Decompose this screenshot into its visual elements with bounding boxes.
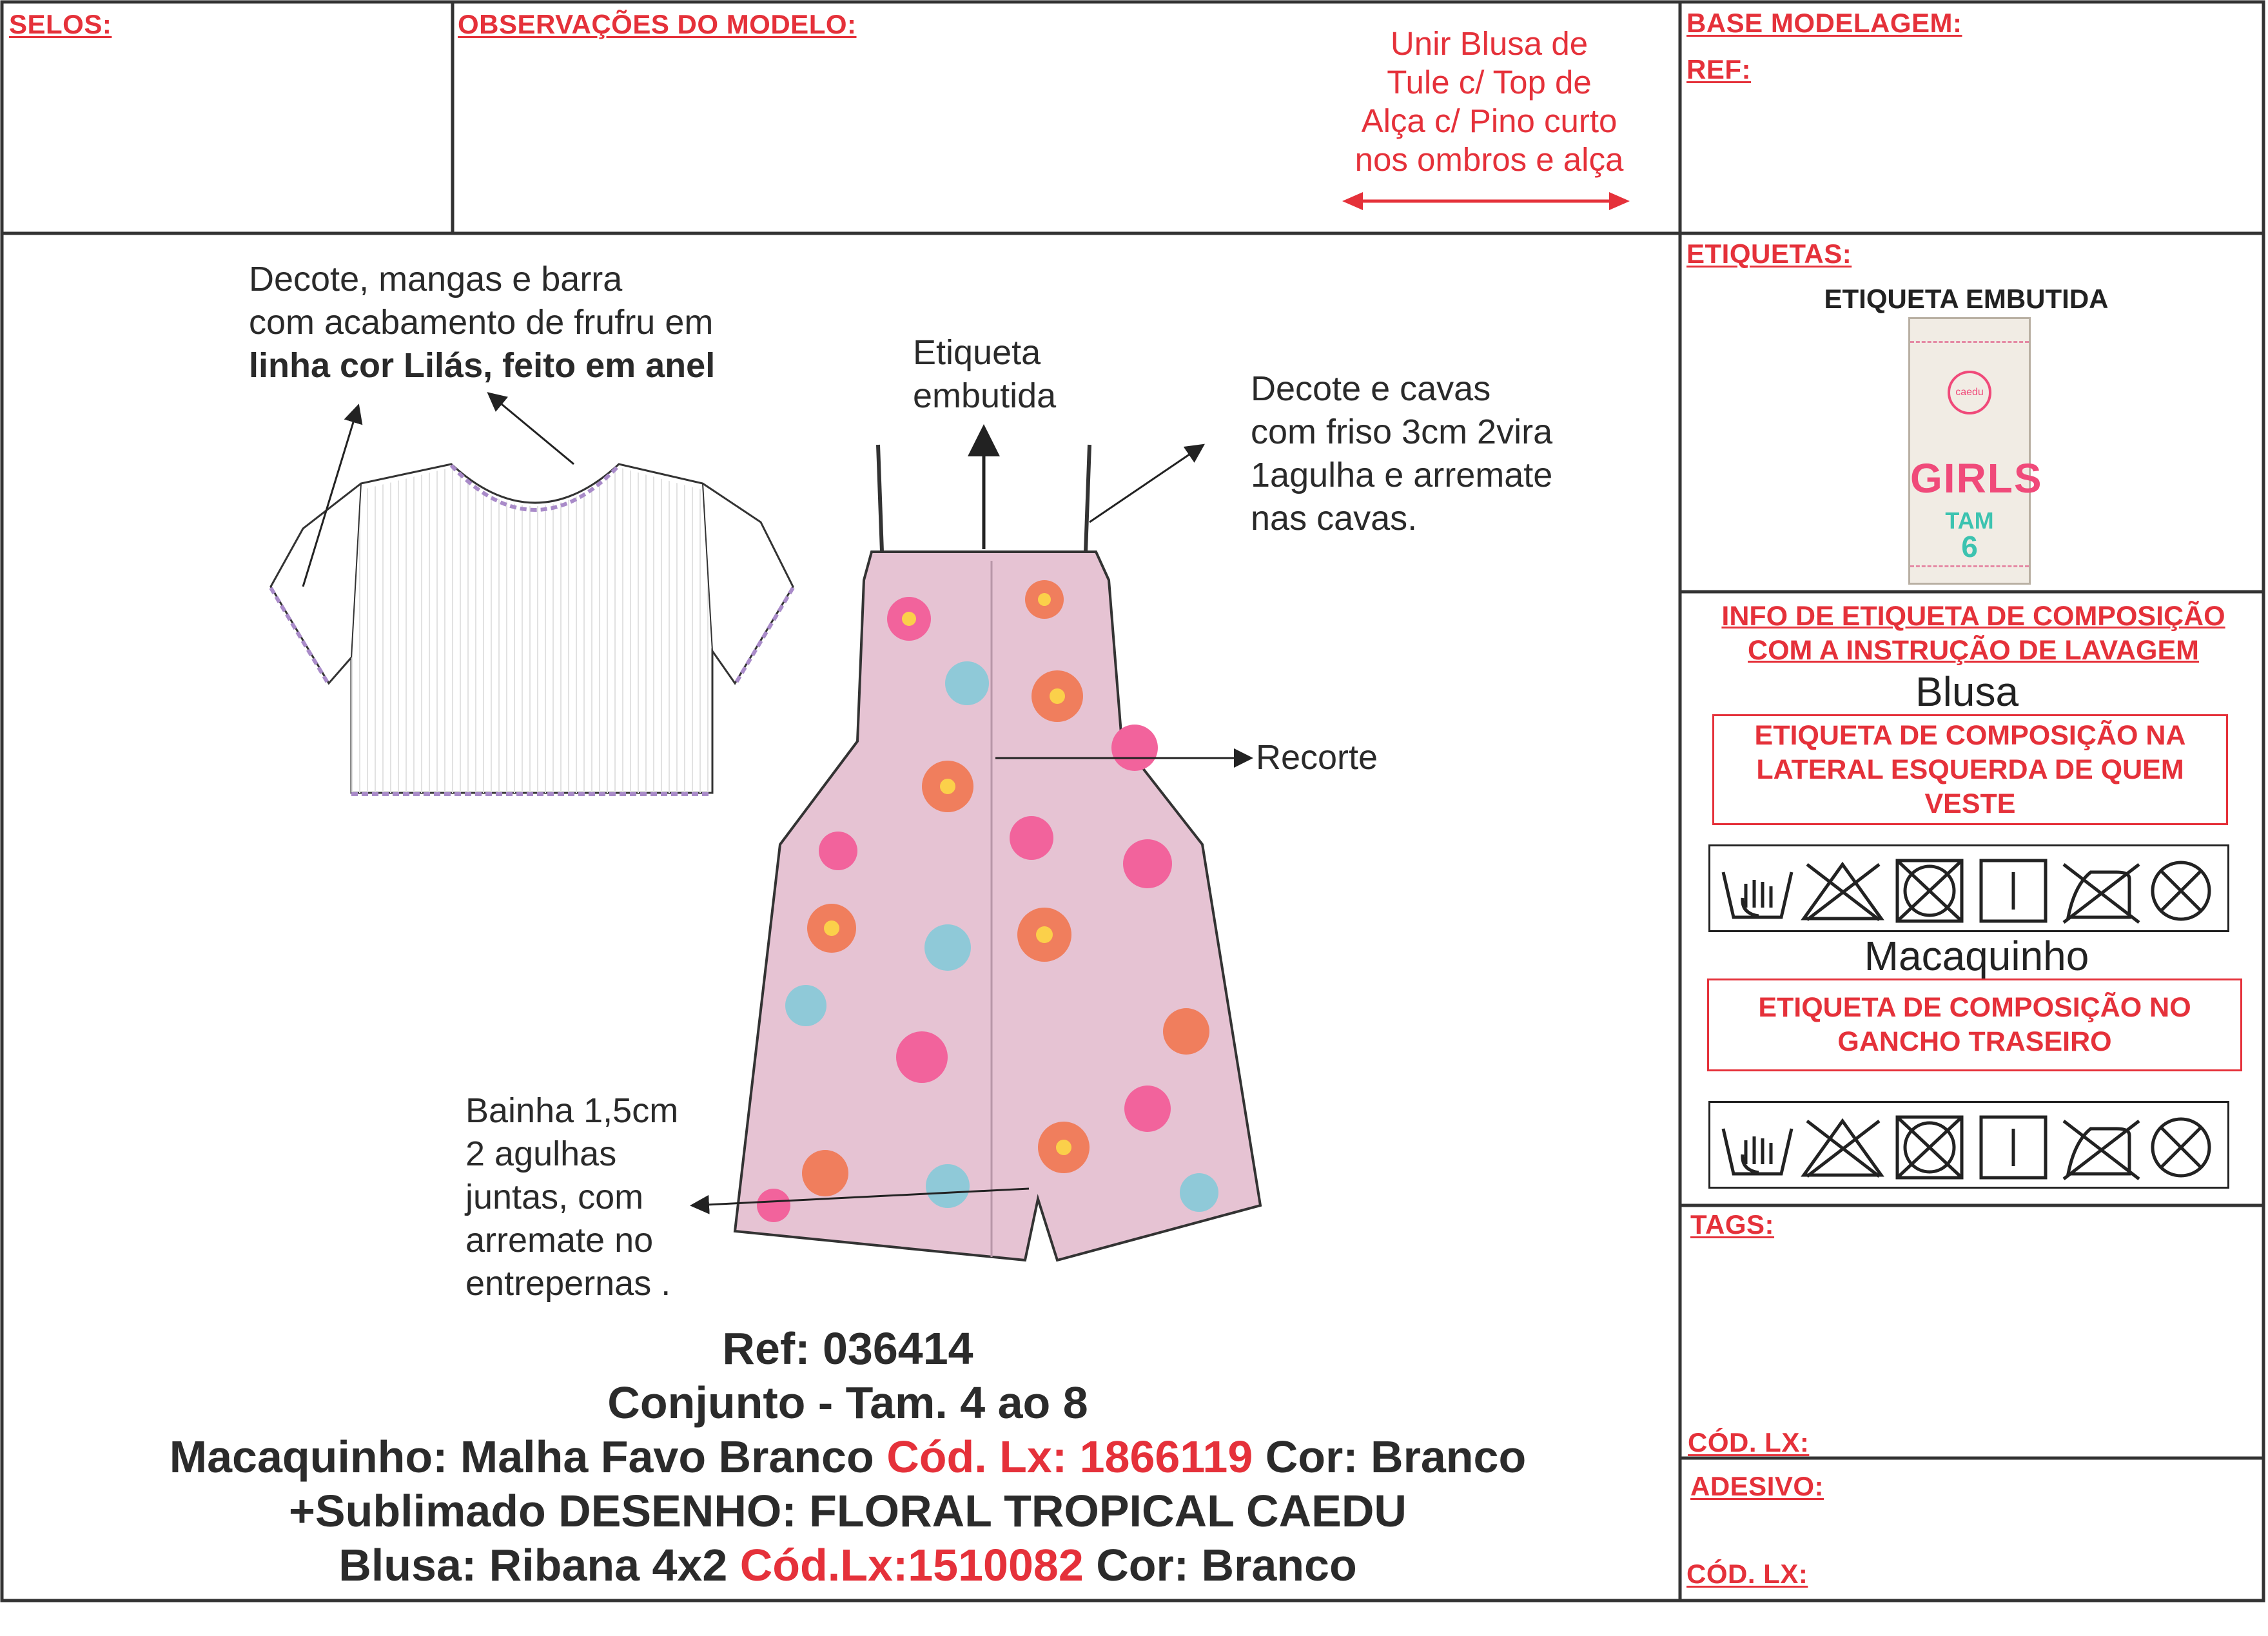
product-blusa [77, 1538, 1618, 1592]
macaquinho-drawing [735, 445, 1260, 1260]
do-not-bleach-icon [1804, 864, 1881, 920]
cod-lx-label: CÓD. LX: [1688, 1427, 1810, 1457]
blusa-box-line: LATERAL ESQUERDA DE QUEM [1756, 754, 2184, 785]
etiqueta-note-line: Etiqueta [913, 333, 1041, 372]
observacao-line: Tule c/ Top de [1387, 64, 1592, 101]
etiquetas-label: ETIQUETAS: [1686, 239, 1852, 269]
hand-wash-icon [1723, 872, 1792, 917]
do-not-iron-icon [2064, 1121, 2139, 1179]
tags-label: TAGS: [1690, 1209, 1775, 1240]
info-composicao-title [1686, 599, 2260, 668]
info-title-line: COM A INSTRUÇÃO DE LAVAGEM [1748, 635, 2199, 666]
macaquinho-color: Cor: Branco [1253, 1432, 1527, 1482]
care-symbols-macaquinho [1708, 1101, 2229, 1189]
do-not-tumble-dry-icon [1897, 861, 1962, 921]
macaquinho-title: Macaquinho [1864, 933, 2089, 979]
adesivo-label: ADESIVO: [1690, 1471, 1824, 1501]
blusa-box-line: ETIQUETA DE COMPOSIÇÃO NA [1754, 719, 2186, 751]
caedu-logo [1948, 371, 1991, 414]
label-stitch-bottom [1910, 565, 2029, 567]
decote-note-line: nas cavas. [1251, 499, 1418, 538]
macaquinho-box-line: GANCHO TRASEIRO [1837, 1026, 2112, 1057]
observacao-line: nos ombros e alça [1354, 141, 1624, 178]
bainha-note-line: Bainha 1,5cm [465, 1091, 679, 1130]
selos-label: SELOS: [9, 9, 112, 39]
blusa-code: Cód.Lx:1510082 [739, 1540, 1084, 1590]
label-size: 6 [1961, 530, 1978, 563]
macaquinho-composition-box [1707, 979, 2242, 1071]
label-tam: TAM [1945, 507, 1994, 534]
product-ref: Ref: 036414 [722, 1323, 973, 1374]
ref-label: REF: [1686, 54, 1751, 84]
do-not-iron-icon [2064, 864, 2139, 922]
blusa-note-line: Decote, mangas e barra [249, 260, 623, 298]
do-not-dry-clean-icon [2153, 862, 2209, 919]
product-macaquinho [77, 1430, 1618, 1484]
recorte-note: Recorte [1256, 738, 1378, 777]
bainha-note-line: 2 agulhas [465, 1134, 617, 1173]
blusa-composition-box [1712, 714, 2228, 825]
etiqueta-embutida-title: ETIQUETA EMBUTIDA [1824, 284, 2109, 314]
product-sublimado: +Sublimado DESENHO: FLORAL TROPICAL CAEDU [289, 1486, 1407, 1536]
label-stitch-top [1910, 341, 2029, 343]
cod-lx-label: CÓD. LX: [1686, 1559, 1808, 1589]
blusa-fabric: Blusa: Ribana 4x2 [338, 1540, 740, 1590]
care-symbols-svg [1710, 846, 2231, 934]
blusa-color: Cor: Branco [1083, 1540, 1357, 1590]
blusa-box-line: VESTE [1924, 788, 2016, 819]
caedu-logo-text: caedu [1955, 387, 1984, 398]
observacoes-label: OBSERVAÇÕES DO MODELO: [458, 9, 857, 39]
macaquinho-code: Cód. Lx: 1866119 [886, 1432, 1253, 1482]
line-dry-icon [1981, 861, 2046, 921]
bainha-note-line: arremate no [465, 1221, 654, 1260]
blusa-title: Blusa [1915, 668, 2019, 715]
care-symbols-svg [1710, 1103, 2231, 1191]
info-title-line: INFO DE ETIQUETA DE COMPOSIÇÃO [1721, 601, 2225, 632]
line-dry-icon [1981, 1117, 2046, 1178]
decote-note-line: 1agulha e arremate [1251, 456, 1553, 494]
product-conjunto: Conjunto - Tam. 4 ao 8 [607, 1378, 1088, 1428]
product-description [77, 1321, 1618, 1592]
decote-note-line: Decote e cavas [1251, 369, 1491, 408]
decote-note-line: com friso 3cm 2vira [1251, 413, 1553, 451]
do-not-dry-clean-icon [2153, 1119, 2209, 1176]
observacao-line: Alça c/ Pino curto [1361, 102, 1618, 139]
etiqueta-note-line: embutida [913, 376, 1057, 415]
hand-wash-icon [1723, 1129, 1792, 1174]
do-not-tumble-dry-icon [1897, 1117, 1962, 1178]
base-modelagem-label: BASE MODELAGEM: [1686, 8, 1962, 38]
observacao-line: Unir Blusa de [1390, 25, 1589, 62]
bainha-note-line: juntas, com [465, 1178, 644, 1216]
macaquinho-box-line: ETIQUETA DE COMPOSIÇÃO NO [1758, 992, 2191, 1023]
label-girls: GIRLS [1910, 455, 2043, 502]
brand-label-preview [1908, 317, 2043, 585]
care-symbols-blusa [1708, 844, 2229, 932]
blusa-drawing [271, 464, 793, 794]
macaquinho-fabric: Macaquinho: Malha Favo Branco [169, 1432, 887, 1482]
do-not-bleach-icon [1804, 1121, 1881, 1176]
bainha-note-line: entrepernas . [465, 1264, 671, 1303]
blusa-note-line: com acabamento de frufru em [249, 303, 714, 342]
blusa-note-bold: linha cor Lilás, feito em anel [249, 346, 716, 385]
